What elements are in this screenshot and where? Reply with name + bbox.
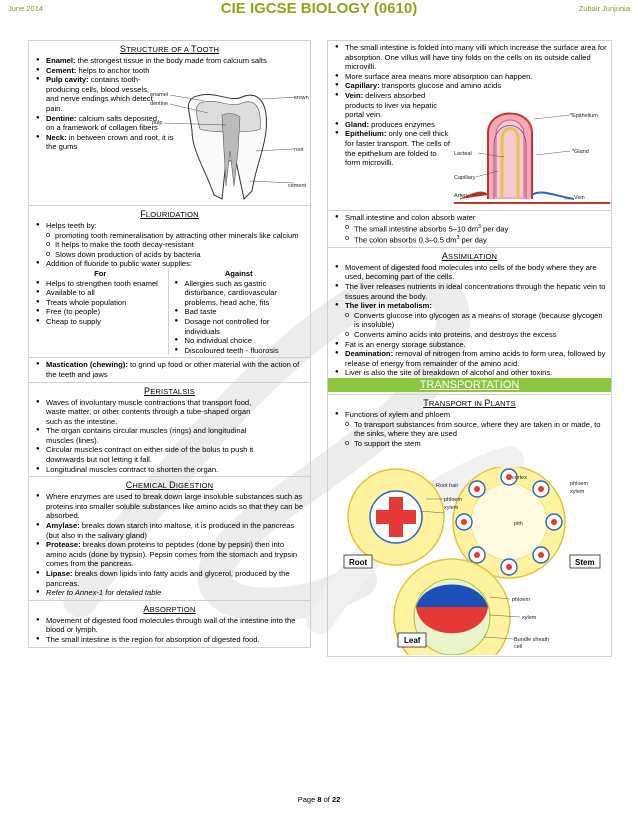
label-root: root	[294, 147, 304, 153]
fluoride-addition: ● Addition of fluoride to public water supplies:	[46, 259, 306, 269]
peristalsis-item: ● Waves of involuntary muscle contractions that transport food, waste matter, or other contents through a tube-shaped organ such as the intestine.	[46, 398, 256, 427]
mastication-section	[28, 358, 311, 382]
chemical-refer: ● Refer to Annex-1 for detailed table	[46, 588, 306, 598]
tooth-section	[28, 40, 311, 206]
page-title: CIE IGCSE BIOLOGY (0610)	[220, 0, 418, 17]
villi-vein: ● Vein: delivers absorbed products to liver via hepatic portal vein.	[345, 91, 443, 120]
villi-gland: ● Gland: produces enzymes	[345, 120, 455, 130]
chemical-amylase: ● Amylase: breaks down starch into maltose, it is produced in the pancreas (but also in the salivary gland)	[46, 521, 306, 540]
chemical-protease: ● Protease: breaks down proteins to peptides (done by pepsin) then into amino acids (done by trypsin). Pepsin comes from the stomach and trypsin comes from the pancreas.	[46, 540, 306, 569]
label-box-leaf	[398, 633, 426, 647]
label-cortex: cortex	[512, 474, 527, 481]
assimilation-sub: o Converts glucose into glycogen as a means of storage (because glycogen is insoluble)	[354, 311, 607, 330]
plant-transport-diagram	[334, 467, 606, 655]
assimilation-item: ● The liver in metabolism:	[345, 301, 607, 311]
label-lacteal: Lacteal	[454, 151, 472, 157]
label-stem-xylem: xylem	[570, 488, 585, 495]
transportation-banner: TRANSPORTATION	[328, 378, 611, 392]
transport-heading: TRANSPORT IN PLANTS	[423, 397, 516, 408]
assimilation-item: ● Liver is also the site of breakdown of alcohol and other toxins.	[345, 368, 607, 378]
peristalsis-item: ● Longitudinal muscles contract to shorten the organ.	[46, 465, 306, 475]
chemical-digestion-section	[28, 477, 311, 601]
label-box-root	[344, 555, 372, 568]
label-pulp: pulp	[152, 120, 163, 126]
villi-item: ● More surface area means more absorption can happen.	[345, 72, 607, 82]
against-item: ● Allergies such as gastric disturbance, cardiovascular problems, head ache, fits	[185, 279, 307, 308]
transport-sub: o To support the stem	[354, 439, 607, 449]
against-item: ● Discoloured teeth - fluorosis	[185, 346, 307, 356]
label-dentine: dentine	[150, 101, 169, 107]
villi-capillary: ● Capillary: transports glucose and amino acids	[345, 81, 607, 91]
against-item: ● Bad taste	[185, 307, 307, 317]
right-column	[327, 40, 612, 657]
peristalsis-section	[28, 383, 311, 478]
header-author: Zubair Junjunia	[578, 4, 630, 13]
label-artery: Artery	[454, 193, 469, 199]
tooth-item-pulp: ● Pulp cavity: contains tooth-producing cells, blood vessels, and nerve endings which detect pain.	[46, 75, 154, 113]
svg-text:Root: Root	[349, 557, 368, 567]
assimilation-item: ● Fat is an energy storage substance.	[345, 340, 607, 350]
label-bundle-sheath: Bundle sheath	[514, 636, 550, 643]
fluoride-heading: FLOURIDATION	[140, 209, 199, 219]
transport-item: ● Functions of xylem and phloem	[345, 410, 607, 420]
fluoride-sub: o Slows down production of acids by bacteria	[55, 250, 306, 260]
transport-plants-section	[327, 395, 612, 657]
svg-text:Stem: Stem	[575, 557, 595, 567]
against-item: ● No individual choice	[185, 336, 307, 346]
tooth-item-cement: ● Cement: helps to anchor tooth	[46, 66, 306, 76]
label-xylem: xylem	[444, 504, 459, 511]
absorption-item: ● The small intestine is the region for absorption of digested food.	[46, 635, 306, 645]
label-stem-phloem: phloem	[570, 480, 589, 487]
chemical-intro: ● Where enzymes are used to break down large insoluble substances such as proteins into smaller soluble substances like amino acids so that they can be absorbed.	[46, 492, 306, 521]
assimilation-item: ● Movement of digested food molecules into cells of the body where they are used, becoming part of the cells.	[345, 263, 607, 282]
villi-item: ● The small intestine is folded into many villi which increase the surface area for absorption. One villus will have tiny folds on the cells on its outside called microvilli.	[345, 43, 607, 72]
peristalsis-item: ● The organ contains circular muscles (rings) and longitudinal muscles (lines).	[46, 426, 261, 445]
label-cement: cement	[288, 183, 307, 189]
for-item: ● Free (to people)	[46, 307, 168, 317]
water-sub-2: o The colon absorbs 0.3–0.5 $dm^3$ per day	[354, 234, 607, 245]
label-box-stem	[570, 555, 600, 568]
left-column	[28, 40, 311, 648]
label-enamel: enamel	[150, 92, 169, 98]
transport-sub: o To transport substances from source, where they are taken in or made, to the sinks, where they are used	[354, 420, 607, 439]
fluoride-sub: o promoting tooth remineralisation by attracting other minerals like calcium	[55, 231, 306, 241]
tooth-heading: STRUCTURE OF A TOOTH	[119, 44, 220, 54]
water-sub-1: o The small intestine absorbs 5–10 $dm^3$ per day	[354, 223, 607, 234]
absorption-heading: ABSORPTION	[143, 603, 196, 614]
assimilation-section	[327, 248, 612, 395]
for-against-table	[33, 269, 306, 355]
assimilation-sub: o Converts amino acids into proteins, and destroys the excess	[354, 330, 607, 340]
fluoride-sub: o It helps to make the tooth decay-resistant	[55, 240, 306, 250]
label-leaf-phloem: phloem	[512, 596, 531, 603]
peristalsis-item: ● Circular muscles contract on either side of the bolus to push it downwards but not letting it fall.	[46, 445, 271, 464]
label-phloem: phloem	[444, 496, 463, 503]
label-root-hair: Root hair	[436, 482, 459, 489]
tooth-item-enamel: ● Enamel: the strongest tissue in the body made from calcium salts	[46, 56, 306, 66]
mastication-item: ● Mastication (chewing): to grind up food or other material with the action of the teeth and jaws	[46, 360, 306, 379]
water-item: ● Small intestine and colon absorb water	[345, 213, 607, 223]
for-header: For	[94, 268, 107, 278]
header-date: June 2014	[8, 4, 44, 13]
label-gland: *Gland	[572, 149, 589, 155]
label-capillary: Capillary	[454, 175, 476, 181]
against-item: ● Dosage not controlled for individuals	[185, 317, 307, 336]
tooth-item-neck: ● Neck: in between crown and root, it is the gums	[46, 133, 176, 152]
for-item: ● Available to all	[46, 288, 168, 298]
peristalsis-heading: PERISTALSIS	[144, 385, 195, 396]
page-footer: Page 8 of 22	[297, 795, 341, 804]
for-item: ● Cheap to supply	[46, 317, 168, 327]
label-leaf-xylem: xylem	[522, 614, 537, 621]
for-item: ● Treats whole population	[46, 298, 168, 308]
tooth-diagram	[144, 91, 309, 203]
assimilation-item: ● The liver releases nutrients in ideal concentrations through the hepatic vein to tissues around the body.	[345, 282, 607, 301]
chemical-lipase: ● Lipase: breaks down lipids into fatty acids and glycerol, produced by the pancreas.	[46, 569, 306, 588]
assimilation-heading: ASSIMILATION	[441, 250, 498, 261]
tooth-item-dentine: ● Dentine: calcium salts deposited on a framework of collagen fibers	[46, 114, 164, 133]
villus-diagram	[454, 99, 610, 209]
for-item: ● Helps to strengthen tooth enamel	[46, 279, 168, 289]
label-pith: pith	[514, 520, 523, 527]
villi-epithelium: ● Epithelium: only one cell thick for faster transport. The cells of the epithelium are folded to form microvilli.	[345, 129, 450, 167]
label-vein: Vein	[574, 195, 585, 201]
label-epithelium: *Epithelium	[570, 113, 598, 119]
chemical-heading: CHEMICAL DIGESTION	[125, 480, 214, 491]
fluoride-helps: ● Helps teeth by:	[46, 221, 306, 231]
svg-text:Leaf: Leaf	[404, 635, 421, 645]
absorption-section	[28, 601, 311, 648]
assimilation-deamination: ● Deamination: removal of nitrogen from amino acids to form urea, followed by release of energy from remainder of the amino acid.	[345, 349, 607, 368]
label-cell: cell	[514, 643, 523, 650]
fluoride-section	[28, 206, 311, 358]
villi-section	[327, 40, 612, 211]
against-header: Against	[224, 268, 253, 278]
label-crown: crown	[294, 95, 309, 101]
water-absorption-section	[327, 211, 612, 248]
absorption-item: ● Movement of digested food molecules through wall of the intestine into the blood or lymph.	[46, 616, 306, 635]
